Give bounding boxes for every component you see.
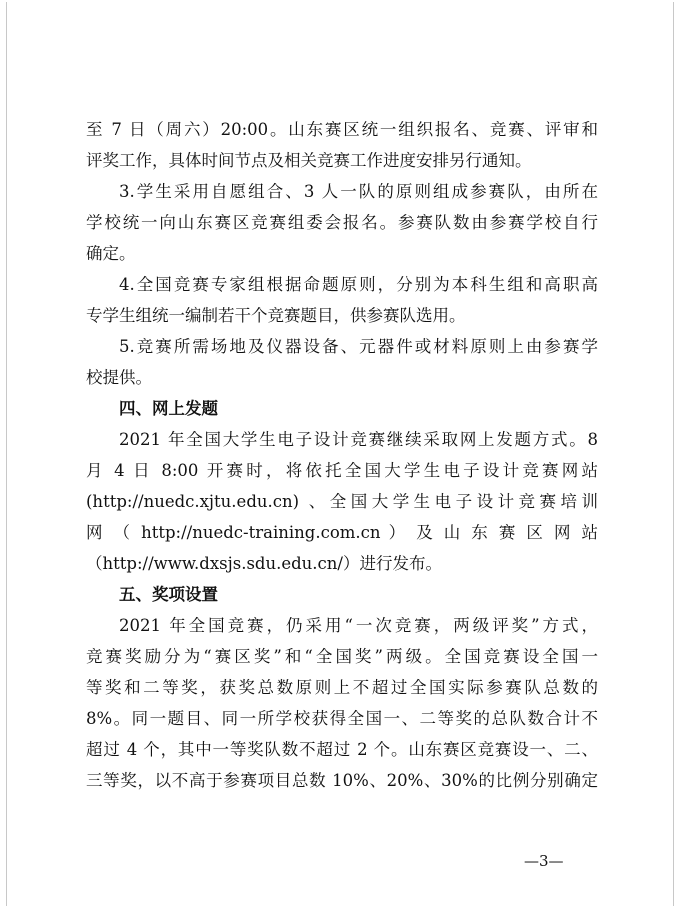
text-line: 4.全国竞赛专家组根据命题原则，分别为本科生组和高职高: [119, 275, 598, 294]
text-line: 竞赛奖励分为“赛区奖”和“全国奖”两级。全国竞赛设全国一: [86, 647, 598, 666]
section-heading: 五、奖项设置: [119, 585, 218, 604]
text-line: 月 4 日 8:00 开赛时，将依托全国大学生电子设计竞赛网站: [86, 461, 598, 480]
text-line: （http://www.dxsjs.sdu.edu.cn/）进行发布。: [86, 554, 442, 573]
text-line: 2021 年全国大学生电子设计竞赛继续采取网上发题方式。8: [119, 430, 598, 449]
text-line: 超过 4 个，其中一等奖队数不超过 2 个。山东赛区竞赛设一、二、: [86, 740, 598, 759]
text-line: 5.竞赛所需场地及仪器设备、元器件或材料原则上由参赛学: [119, 337, 598, 356]
text-line: 评奖工作，具体时间节点及相关竞赛工作进度安排另行通知。: [86, 151, 532, 170]
text-line: 8%。同一题目、同一所学校获得全国一、二等奖的总队数合计不: [86, 709, 598, 728]
page-number: —3—: [524, 852, 564, 870]
text-line: 校提供。: [86, 368, 152, 387]
text-line: 确定。: [86, 244, 136, 263]
text-line: 专学生组统一编制若干个竞赛题目，供参赛队选用。: [86, 306, 466, 325]
text-line: 2021 年全国竞赛，仍采用“一次竞赛，两级评奖”方式，: [119, 616, 598, 635]
text-line: 三等奖，以不高于参赛项目总数 10%、20%、30%的比例分别确定: [86, 771, 598, 790]
text-line: 网 （ http://nuedc-training.com.cn ） 及 山 东 赛 区 网 站: [86, 523, 598, 542]
text-line: (http://nuedc.xjtu.edu.cn) 、全国大学生电子设计竞赛培训: [86, 492, 598, 511]
text-line: 学校统一向山东赛区竞赛组委会报名。参赛队数由参赛学校自行: [86, 213, 598, 232]
document-body: [86, 114, 598, 796]
text-line: 等奖和二等奖，获奖总数原则上不超过全国实际参赛队总数的: [86, 678, 598, 697]
text-line: 至 7 日（周六）20:00。山东赛区统一组织报名、竞赛、评审和: [86, 120, 598, 139]
text-line: 3.学生采用自愿组合、3 人一队的原则组成参赛队，由所在: [119, 182, 598, 201]
section-heading: 四、网上发题: [119, 399, 218, 418]
